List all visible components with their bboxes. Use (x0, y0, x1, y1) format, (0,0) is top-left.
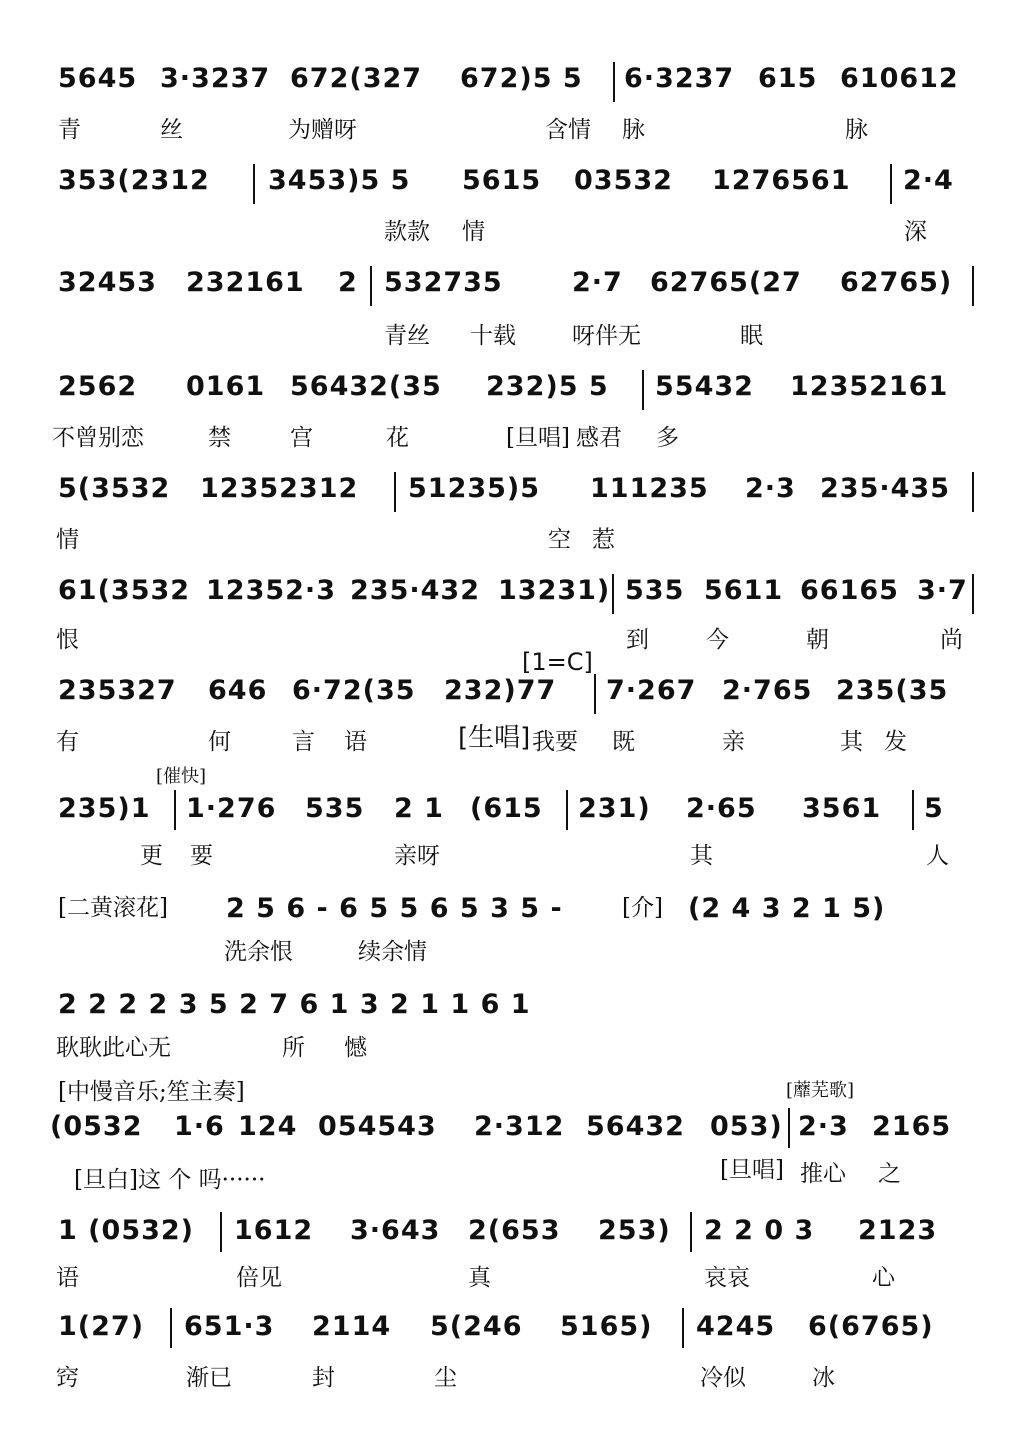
barline (788, 1108, 790, 1148)
lyric: 为赠呀 (288, 117, 357, 143)
barline (612, 574, 614, 614)
note-group: 5615 (462, 165, 542, 196)
barline (394, 472, 396, 512)
note-group: 12352·3 (206, 575, 336, 606)
note-group: 124 (238, 1111, 298, 1142)
lyric: 感君 (576, 425, 622, 451)
note-group: 235327 (58, 675, 177, 706)
lyric: 到 (626, 627, 649, 653)
lyric: 所 (282, 1035, 305, 1061)
spoken-line: [旦白]这 个 吗······ (74, 1167, 266, 1193)
note-group: (2 4 3 2 1 5) (688, 893, 886, 924)
barline (642, 370, 644, 410)
section-header: [中慢音乐;笙主奏] (58, 1079, 245, 1105)
note-group: 3453)5 5 (268, 165, 411, 196)
note-group: 2·312 (474, 1111, 565, 1142)
note-group: (615 (470, 793, 543, 824)
lyric: 语 (56, 1265, 79, 1291)
note-group: 672(327 (290, 63, 423, 94)
note-group: 2·4 (903, 165, 954, 196)
lyric: 我要 (532, 729, 578, 755)
note-group: 12352312 (200, 473, 359, 504)
note-group: 2·7 (572, 267, 623, 298)
lyric: 言 (292, 729, 315, 755)
lyric: 倍见 (236, 1265, 282, 1291)
note-group: (0532 (50, 1111, 143, 1142)
note-group: 2 5 6 - 6 5 5 6 5 3 5 - (226, 893, 563, 924)
note-group: 62765) (840, 267, 953, 298)
note-group: 61(3532 (58, 575, 191, 606)
note-group: 5165) (560, 1311, 653, 1342)
note-group: 0161 (186, 371, 266, 402)
barline (972, 266, 974, 306)
note-group: 532735 (384, 267, 503, 298)
interlude-mark: [介] (622, 895, 663, 921)
note-group: 7·267 (606, 675, 697, 706)
section-label: [二黄滚花] (58, 895, 168, 921)
note-group: 12352161 (790, 371, 949, 402)
note-group: 651·3 (184, 1311, 275, 1342)
lyric: 渐已 (186, 1365, 232, 1391)
note-group: 66165 (800, 575, 899, 606)
lyric: 青丝 (384, 323, 430, 349)
note-group: 232161 (186, 267, 305, 298)
note-group: 5(246 (430, 1311, 523, 1342)
note-group: 235·432 (350, 575, 480, 606)
lyric: 丝 (160, 117, 183, 143)
song-name: [蘼芜歌] (786, 1080, 855, 1101)
note-group: 3·7 (917, 575, 968, 606)
lyric: 冷似 (700, 1365, 746, 1391)
lyric: 推心 (800, 1161, 846, 1187)
barline (220, 1212, 222, 1252)
lyric: 憾 (344, 1035, 367, 1061)
note-group: 32453 (58, 267, 157, 298)
role-cue: [旦唱] (720, 1157, 784, 1183)
lyric: 人 (926, 843, 949, 869)
barline (174, 790, 176, 830)
lyric: 惹 (592, 527, 615, 553)
note-group: 353(2312 (58, 165, 210, 196)
barline (890, 164, 892, 204)
note-group: 6·3237 (624, 63, 735, 94)
note-group: 4245 (696, 1311, 776, 1342)
note-group: 1(27) (58, 1311, 145, 1342)
lyric: 禁 (208, 425, 231, 451)
note-group: 535 (305, 793, 365, 824)
tempo-mark: [催快] (156, 766, 207, 787)
note-group: 2 2 2 2 3 5 2 7 6 1 3 2 1 1 6 1 (58, 989, 531, 1020)
lyric: 心 (872, 1265, 895, 1291)
lyric: 要 (190, 843, 213, 869)
note-group: 2 1 (394, 793, 444, 824)
note-group: 03532 (574, 165, 673, 196)
lyric: 有 (56, 729, 79, 755)
note-group: 1·6 (174, 1111, 225, 1142)
lyric: 深 (904, 219, 927, 245)
lyric: 多 (656, 425, 679, 451)
lyric: 款款 (384, 219, 430, 245)
lyric: 发 (884, 729, 907, 755)
note-group: 6·72(35 (292, 675, 416, 706)
note-group: 2(653 (468, 1215, 561, 1246)
barline (972, 472, 974, 512)
note-group: 5 (924, 793, 944, 824)
note-group: 054543 (318, 1111, 437, 1142)
lyric: 冰 (812, 1365, 835, 1391)
barline (566, 790, 568, 830)
note-group: 5(3532 (58, 473, 171, 504)
note-group: 232)77 (444, 675, 557, 706)
lyric: 窍 (56, 1365, 79, 1391)
lyric: 真 (468, 1265, 491, 1291)
lyric: 哀哀 (704, 1265, 750, 1291)
note-group: 2114 (312, 1311, 392, 1342)
lyric: 眠 (740, 323, 763, 349)
note-group: 646 (208, 675, 268, 706)
barline (370, 266, 372, 306)
lyric: 宫 (290, 425, 313, 451)
note-group: 2·3 (798, 1111, 849, 1142)
note-group: 232)5 5 (486, 371, 609, 402)
lyric: 空 (548, 527, 571, 553)
note-group: 610612 (840, 63, 959, 94)
note-group: 231) (578, 793, 651, 824)
lyric: 洗余恨 (224, 939, 293, 965)
lyric: 情 (462, 219, 485, 245)
note-group: 2·65 (686, 793, 757, 824)
note-group: 56432 (586, 1111, 685, 1142)
lyric: 呀伴无 (572, 323, 641, 349)
note-group: 235·435 (820, 473, 950, 504)
note-group: 672)5 5 (460, 63, 583, 94)
note-group: 1·276 (186, 793, 277, 824)
note-group: 053) (710, 1111, 783, 1142)
lyric: 其 (840, 729, 863, 755)
lyric: 既 (612, 729, 635, 755)
note-group: 2562 (58, 371, 138, 402)
barline (170, 1308, 172, 1348)
barline (972, 574, 974, 614)
lyric: 脉 (845, 117, 868, 143)
note-group: 3561 (802, 793, 882, 824)
note-group: 3·3237 (160, 63, 271, 94)
note-group: 111235 (590, 473, 709, 504)
lyric: 花 (386, 425, 409, 451)
note-group: 3·643 (350, 1215, 441, 1246)
note-group: 2 2 0 3 (704, 1215, 815, 1246)
note-group: 62765(27 (650, 267, 802, 298)
lyric: 情 (56, 527, 79, 553)
lyric: 恨 (56, 627, 79, 653)
note-group: 235)1 (58, 793, 151, 824)
note-group: 2 (338, 267, 358, 298)
note-group: 55432 (655, 371, 754, 402)
note-group: 535 (625, 575, 685, 606)
note-group: 13231) (498, 575, 611, 606)
note-group: 235(35 (836, 675, 949, 706)
barline (613, 62, 615, 102)
barline (594, 674, 596, 714)
key-change-label: [1=C] (522, 648, 593, 676)
barline (682, 1308, 684, 1348)
lyric: 何 (208, 729, 231, 755)
note-group: 51235)5 (408, 473, 541, 504)
lyric: 续余情 (358, 939, 427, 965)
lyric: 耿耿此心无 (56, 1035, 171, 1061)
note-group: 1 (0532) (58, 1215, 195, 1246)
lyric: 亲呀 (394, 843, 440, 869)
note-group: 1276561 (712, 165, 851, 196)
note-group: 56432(35 (290, 371, 442, 402)
lyric: 青 (58, 117, 81, 143)
barline (690, 1212, 692, 1252)
lyric: 之 (878, 1161, 901, 1187)
lyric: 十载 (470, 323, 516, 349)
note-group: 2·3 (745, 473, 796, 504)
lyric: 尚 (940, 627, 963, 653)
note-group: 253) (598, 1215, 671, 1246)
lyric: 封 (312, 1365, 335, 1391)
lyric: 尘 (434, 1365, 457, 1391)
note-group: 5645 (58, 63, 138, 94)
lyric: 其 (690, 843, 713, 869)
lyric: 脉 (622, 117, 645, 143)
lyric: 含情 (545, 117, 591, 143)
lyric: 语 (344, 729, 367, 755)
note-group: 615 (758, 63, 818, 94)
lyric: 亲 (722, 729, 745, 755)
lyric: 不曾别恋 (52, 425, 144, 451)
barline (253, 164, 255, 204)
barline (912, 790, 914, 830)
note-group: 2·765 (722, 675, 813, 706)
lyric: 今 (706, 627, 729, 653)
note-group: 1612 (234, 1215, 314, 1246)
role-cue: [旦唱] (506, 425, 570, 451)
lyric: 朝 (806, 627, 829, 653)
note-group: 2165 (872, 1111, 952, 1142)
note-group: 5611 (704, 575, 784, 606)
note-group: 6(6765) (808, 1311, 934, 1342)
note-group: 2123 (858, 1215, 938, 1246)
role-cue: [生唱] (458, 723, 531, 753)
lyric: 更 (140, 843, 163, 869)
